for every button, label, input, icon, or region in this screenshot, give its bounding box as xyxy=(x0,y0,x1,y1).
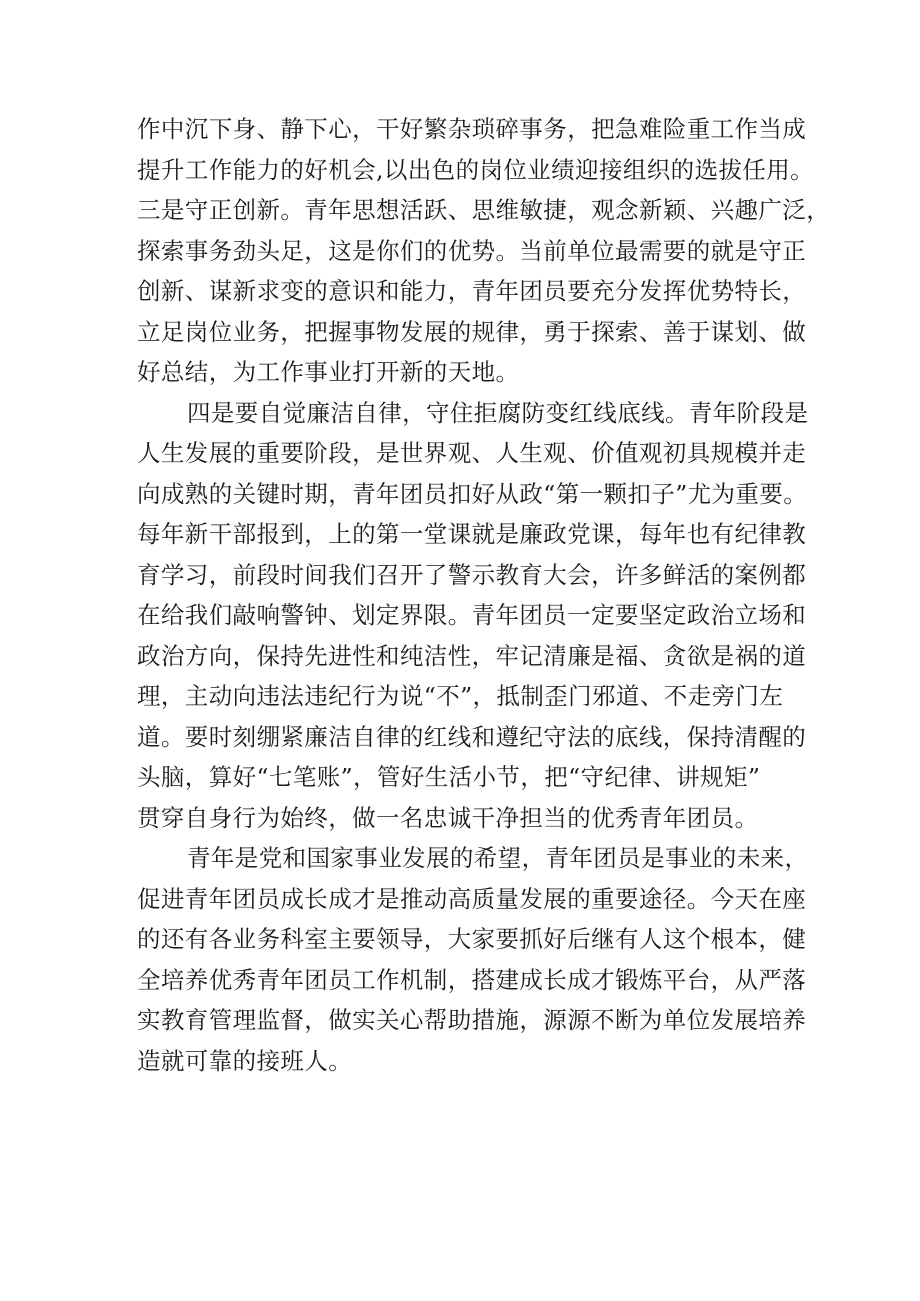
text-line: 道。要时刻绷紧廉洁自律的红线和遵纪守法的底线，保持清醒的 xyxy=(137,722,807,751)
text-line: 实教育管理监督，做实关心帮助措施，源源不断为单位发展培养 xyxy=(137,1006,807,1034)
text-line: 理，主动向违法违纪行为说“不”，抵制歪门邪道、不走旁门左 xyxy=(137,682,784,710)
text-line: 促进青年团员成长成才是推动高质量发展的重要途径。今天在座 xyxy=(137,884,807,913)
text-line: 四是要自觉廉洁自律，守住拒腐防变红线底线。青年阶段是 xyxy=(187,398,809,427)
paragraph-1 xyxy=(137,109,831,393)
text-line: 探索事务劲头足，这是你们的优势。当前单位最需要的就是守正 xyxy=(137,236,807,265)
text-line: 三是守正创新。青年思想活跃、思维敏捷，观念新颖、兴趣广泛， xyxy=(137,196,831,224)
text-line: 提升工作能力的好机会,以出色的岗位业绩迎接组织的选拔任用。 xyxy=(137,155,815,184)
paragraph-3 xyxy=(137,838,809,1081)
paragraph-2 xyxy=(137,393,809,839)
text-line: 政治方向，保持先进性和纯洁性，牢记清廉是福、贪欲是祸的道 xyxy=(137,641,807,670)
text-line: 每年新干部报到，上的第一堂课就是廉政党课，每年也有纪律教 xyxy=(137,520,807,548)
text-line: 在给我们敲响警钟、划定界限。青年团员一定要坚定政治立场和 xyxy=(137,601,807,629)
text-line: 头脑，算好“七笔账”，管好生活小节，把“守纪律、讲规矩” xyxy=(137,763,761,791)
text-line: 的还有各业务科室主要领导，大家要抓好后继有人这个根本，健 xyxy=(137,925,807,953)
text-line: 好总结，为工作事业打开新的天地。 xyxy=(137,358,520,386)
text-line: 育学习，前段时间我们召开了警示教育大会，许多鲜活的案例都 xyxy=(137,560,807,589)
text-line: 造就可靠的接班人。 xyxy=(137,1046,353,1075)
text-line: 青年是党和国家事业发展的希望，青年团员是事业的未来， xyxy=(187,844,809,872)
text-line: 作中沉下身、静下心，干好繁杂琐碎事务，把急难险重工作当成 xyxy=(137,115,807,143)
text-line: 立足岗位业务，把握事物发展的规律，勇于探索、善于谋划、做 xyxy=(137,317,807,346)
text-line: 创新、谋新求变的意识和能力，青年团员要充分发挥优势特长， xyxy=(137,277,807,305)
text-line: 全培养优秀青年团员工作机制，搭建成长成才锻炼平台，从严落 xyxy=(137,965,807,994)
text-line: 贯穿自身行为始终，做一名忠诚干净担当的优秀青年团员。 xyxy=(137,803,759,832)
text-line: 向成熟的关键时期，青年团员扣好从政“第一颗扣子”尤为重要。 xyxy=(137,479,808,508)
text-line: 人生发展的重要阶段，是世界观、人生观、价值观初具规模并走 xyxy=(137,439,807,467)
body-text xyxy=(137,109,831,1081)
